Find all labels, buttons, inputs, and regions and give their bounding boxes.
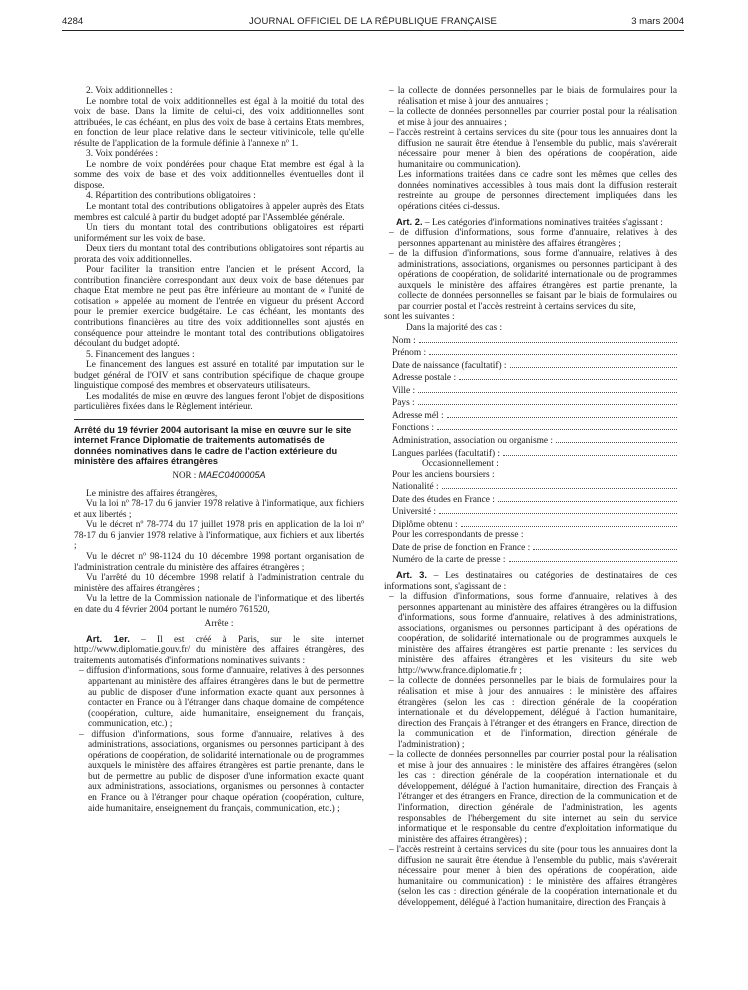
article-text: – Il est créé à Paris, sur le site internet http://www.diplomatie.gouv.fr/ du ministère des affaires étrangères, des traitements automatisés d'informations nominatives suivants :: [74, 634, 364, 666]
header-rule: [62, 30, 684, 31]
article-1: [74, 634, 364, 667]
issue-date: 3 mars 2004: [631, 16, 684, 27]
paragraph: Les informations traitées dans ce cadre sont les mêmes que celles des données nominatives accessibles à tous mais dont la diffusion resterait restreinte au groupe de personnes directement impliquées dans les opérations citées ci-dessus.: [398, 170, 677, 213]
form-field-line: [384, 434, 677, 447]
section-divider: [74, 419, 364, 420]
list-item: – la collecte de données personnelles par le biais de formulaires pour la réalisation et mise à jour des annuaires : le ministère des affaires étrangères (selon les cas : direction générale de la coopération internationale et du développement, délégué à l'action humanitaire, direction des Français à l'étranger et des étrangers en France, direction de la communication et de l'information, direction générale de l'administration) ;: [389, 676, 677, 750]
visa: Vu la loi nº 78-17 du 6 janvier 1978 relative à l'informatique, aux fichiers et aux libertés ;: [74, 499, 364, 520]
dotted-leader: [461, 518, 677, 527]
form-field-line: [384, 493, 677, 506]
list-item: – la diffusion d'informations, sous forme d'annuaire, relatives à des personnes appartenant au ministère des affaires étrangères ou la diffusion d'informations, sous forme d'annuaire, relatives à des administrations, associations, organismes ou personnes participant à des opérations de coopération, de solidarité internationale ou de programmes auxquels le ministère des affaires étrangères est partie prenante : les services du ministère des affaires étrangères et les visiteurs du site web http://www.france.diplomatie.fr ;: [389, 592, 677, 676]
dotted-leader: [498, 493, 677, 502]
dotted-leader: [418, 384, 677, 393]
nor-value: MAEC0400005A: [198, 470, 266, 481]
article-2: [384, 217, 677, 229]
fields-presse: [384, 541, 677, 566]
dotted-leader: [459, 371, 677, 380]
dotted-leader: [442, 480, 677, 489]
field-label: Nationalité :: [392, 482, 439, 493]
article-3: [384, 570, 677, 592]
form-field-line: [384, 346, 677, 359]
fields-boursiers: [384, 480, 677, 530]
form-field-line: [384, 409, 677, 422]
dotted-leader: [419, 334, 677, 343]
arrete-title: Arrêté du 19 février 2004 autorisant la mise en œuvre sur le site internet France Diplomatie de traitements automatisés de données nominatives dans le cadre de l'action extérieure du ministère des affaires étrangères: [74, 424, 352, 466]
field-label: Date de naissance (facultatif) :: [392, 360, 507, 371]
dotted-leader: [437, 421, 677, 430]
visa: Vu le décret nº 78-774 du 17 juillet 1978 pris en application de la loi nº 78-17 du 6 janvier 1978 relative à l'informatique, aux fichiers et aux libertés ;: [74, 520, 364, 552]
field-label: Ville :: [392, 385, 416, 396]
field-label: Nom :: [392, 335, 416, 346]
dotted-leader: [509, 553, 678, 562]
form-field-line: [384, 505, 677, 518]
paragraph: Le montant total des contributions obligatoires à appeler auprès des Etats membres est calculé à partir du budget adopté par l'Assemblée générale.: [74, 202, 364, 223]
list-item: – diffusion d'informations, sous forme d'annuaire, relatives à des personnes appartenant au ministère des affaires étrangères dans le but de permettre au public de disposer d'une information exacte quant aux personnes à contacter en France ou à l'étranger dans chaque domaine de compétence (coopération, culture, aide humanitaire, enseignement du français, communication, etc.) ;: [79, 666, 364, 730]
list-item: – la collecte de données personnelles par courrier postal pour la réalisation et mise à jour des annuaires : le ministère des affaires étrangères (selon les cas : direction générale de la coopération internationale et du développement, délégué à l'action humanitaire, direction des Français à l'étranger et des étrangers en France, direction de la communication et de l'information, direction générale de l'administration, les agents responsables de l'hébergement du site internet au sein du service informatique et le responsable du centre d'exploitation informatique du ministère des affaires étrangères) ;: [389, 750, 677, 845]
form-field-line: [384, 384, 677, 397]
field-label: Adresse mél :: [392, 410, 444, 421]
visa: Vu la lettre de la Commission nationale de l'informatique et des libertés en date du 4 février 2004 portant le numéro 761520,: [74, 594, 364, 615]
field-group-heading: Occasionnellement :: [422, 459, 499, 470]
section-heading: 2. Voix additionnelles :: [86, 86, 173, 96]
paragraph: Pour faciliter la transition entre l'ancien et le présent Accord, la contribution financière correspondant aux deux voix de base détenues par chaque Etat membre ne peut pas être inférieure au montant de « l'unité de cotisation » appelée au moment de l'entrée en vigueur du présent Accord pour le premier exercice budgétaire. Le cas échéant, les montants des contributions financières au titre des voix additionnelles sont ajustés en conséquence pour atteindre le montant total des contributions obligatoires découlant du budget adopté.: [74, 265, 364, 350]
fields-majority: [384, 334, 677, 459]
visa: Vu l'arrêté du 10 décembre 1998 relatif à l'administration centrale du ministère des affaires étrangères ;: [74, 573, 364, 594]
visa: Vu le décret nº 98-1124 du 10 décembre 1998 portant organisation de l'administration centrale du ministère des affaires étrangères ;: [74, 551, 364, 573]
article-label: Art. 1er.: [86, 632, 130, 644]
field-label: Administration, association ou organisme :: [392, 435, 554, 446]
field-label: Diplôme obtenu :: [392, 519, 458, 530]
field-label: Date de prise de fonction en France :: [392, 542, 531, 553]
dotted-leader: [418, 396, 677, 405]
list-item: – la collecte de données personnelles par le biais de formulaires pour la réalisation et mise à jour des annuaires ;: [389, 86, 677, 107]
article-label: Art. 2.: [396, 215, 423, 227]
list-item: – l'accès restreint à certains services du site (pour tous les annuaires dont la diffusion ne saurait être étendue à l'ensemble du public, mais s'avérerait nécessaire pour mener à bien des opérations de coopération, aide humanitaire ou communication) : le ministère des affaires étrangères (selon les cas : direction générale de la coopération internationale et du développement, délégué à l'action humanitaire, direction des Français à: [389, 845, 677, 908]
article-text: – Les destinataires ou catégories de destinataires de ces informations sont, s'agissant de :: [384, 570, 678, 592]
list-item: – de la diffusion d'informations, sous forme d'annuaire, relatives à des administrations, associations, organismes ou personnes participant à des opérations de coopération, de solidarité internationale ou de programmes auxquels le ministère des affaires étrangères est partie prenante, la collecte de données personnelles se faisant par le biais de formulaires ou par courrier postal et l'accès restreint à certains services du site,: [389, 249, 677, 312]
dotted-leader: [447, 409, 677, 418]
nor-label: NOR :: [172, 470, 197, 481]
list-item: – diffusion d'informations, sous forme d'annuaire, relatives à des administrations, associations, organismes ou personnes participant à des opérations de coopération, de solidarité internationale ou de programmes auxquels le ministère des affaires étrangères est partie prenante, dans le but de permettre au public de disposer d'une information exacte quant aux administrations, associations, organismes ou personnes à contacter en France ou à l'étranger pour chaque opération (coopération, culture, aide humanitaire, enseignement du français, communication, etc.) ;: [79, 729, 364, 814]
form-field-line: [384, 480, 677, 493]
left-column: [74, 86, 364, 814]
paragraph: sont les suivantes :: [384, 312, 455, 323]
form-field-line: [384, 421, 677, 434]
paragraph: Un tiers du montant total des contributions obligatoires est réparti uniformément sur les voix de base.: [74, 223, 364, 244]
page-header: [62, 14, 684, 30]
dotted-leader: [510, 359, 677, 368]
field-label: Université :: [392, 507, 437, 518]
form-field-line: [384, 518, 677, 531]
paragraph: Les modalités de mise en œuvre des langues feront l'objet de dispositions particulières fixées dans le Règlement intérieur.: [74, 391, 364, 413]
form-field-line: [384, 371, 677, 384]
list-item: – de diffusion d'informations, sous forme d'annuaire, relatives à des personnes appartenant au ministère des affaires étrangères ;: [389, 228, 677, 249]
field-group-heading: Pour les correspondants de presse :: [392, 530, 524, 541]
arrete-heading: Arrête :: [204, 619, 234, 630]
section-heading: 3. Voix pondérées :: [86, 149, 159, 160]
field-label: Langues parlées (facultatif) :: [392, 448, 501, 459]
field-label: Fonctions :: [392, 423, 434, 434]
right-column: [384, 86, 677, 908]
field-label: Date des études en France :: [392, 494, 495, 505]
form-field-line: [384, 396, 677, 409]
list-item: – l'accès restreint à certains services du site (pour tous les annuaires dont la diffusion ne saurait être étendue à l'ensemble du public, mais s'avérerait nécessaire pour mener à bien des opérations de coopération, aide humanitaire ou communication).: [389, 128, 677, 170]
paragraph: Deux tiers du montant total des contributions obligatoires sont répartis au prorata des voix additionnelles.: [74, 244, 364, 265]
journal-title: JOURNAL OFFICIEL DE LA RÉPUBLIQUE FRANÇAISE: [248, 16, 498, 27]
paragraph: Le nombre de voix pondérées pour chaque Etat membre est égal à la somme des voix de base et des voix additionnelles éventuelles dont il dispose.: [74, 159, 364, 191]
paragraph: Le nombre total de voix additionnelles est égal à la moitié du total des voix de base. Dans la limite de celui-ci, des voix additionnelles sont attribuées, le cas échéant, en plus des voix de base à certains Etats membres, en fonction de leur place relative dans le secteur vitivinicole, telle qu'elle résulte de l'application de la formule définie à l'annexe nº 1.: [74, 96, 364, 149]
field-label: Adresse postale :: [392, 373, 457, 384]
article-text: – Les catégories d'informations nominatives traitées s'agissant :: [424, 217, 663, 228]
nor-reference: [74, 470, 364, 481]
field-label: Numéro de la carte de presse :: [392, 555, 506, 566]
field-label: Prénom :: [392, 348, 427, 359]
dotted-leader: [533, 541, 677, 550]
section-heading: 4. Répartition des contributions obligatoires :: [86, 191, 256, 202]
dotted-leader: [556, 434, 677, 443]
page-number: 4284: [62, 16, 84, 27]
dotted-leader: [503, 447, 677, 456]
dotted-leader: [439, 505, 677, 514]
list-item: – la collecte de données personnelles par courrier postal pour la réalisation et mise à jour des annuaires ;: [389, 107, 677, 128]
field-group-heading: Pour les anciens boursiers :: [392, 469, 495, 480]
form-field-line: [384, 553, 677, 566]
paragraph: Le financement des langues est assuré en totalité par imputation sur le budget général de l'OIV et sans contribution spécifique de chaque groupe linguistique composé des membres et observateurs utilisateurs.: [74, 360, 364, 392]
visa: Le ministre des affaires étrangères,: [86, 488, 218, 499]
section-heading: 5. Financement des langues :: [86, 349, 195, 360]
form-field-line: [384, 541, 677, 554]
field-group-heading: Dans la majorité des cas :: [406, 323, 503, 334]
form-field-line: [384, 334, 677, 347]
form-field-line: [384, 447, 677, 460]
dotted-leader: [429, 346, 677, 355]
article-label: Art. 3.: [396, 568, 428, 580]
form-field-line: [384, 359, 677, 372]
field-label: Pays :: [392, 398, 415, 409]
